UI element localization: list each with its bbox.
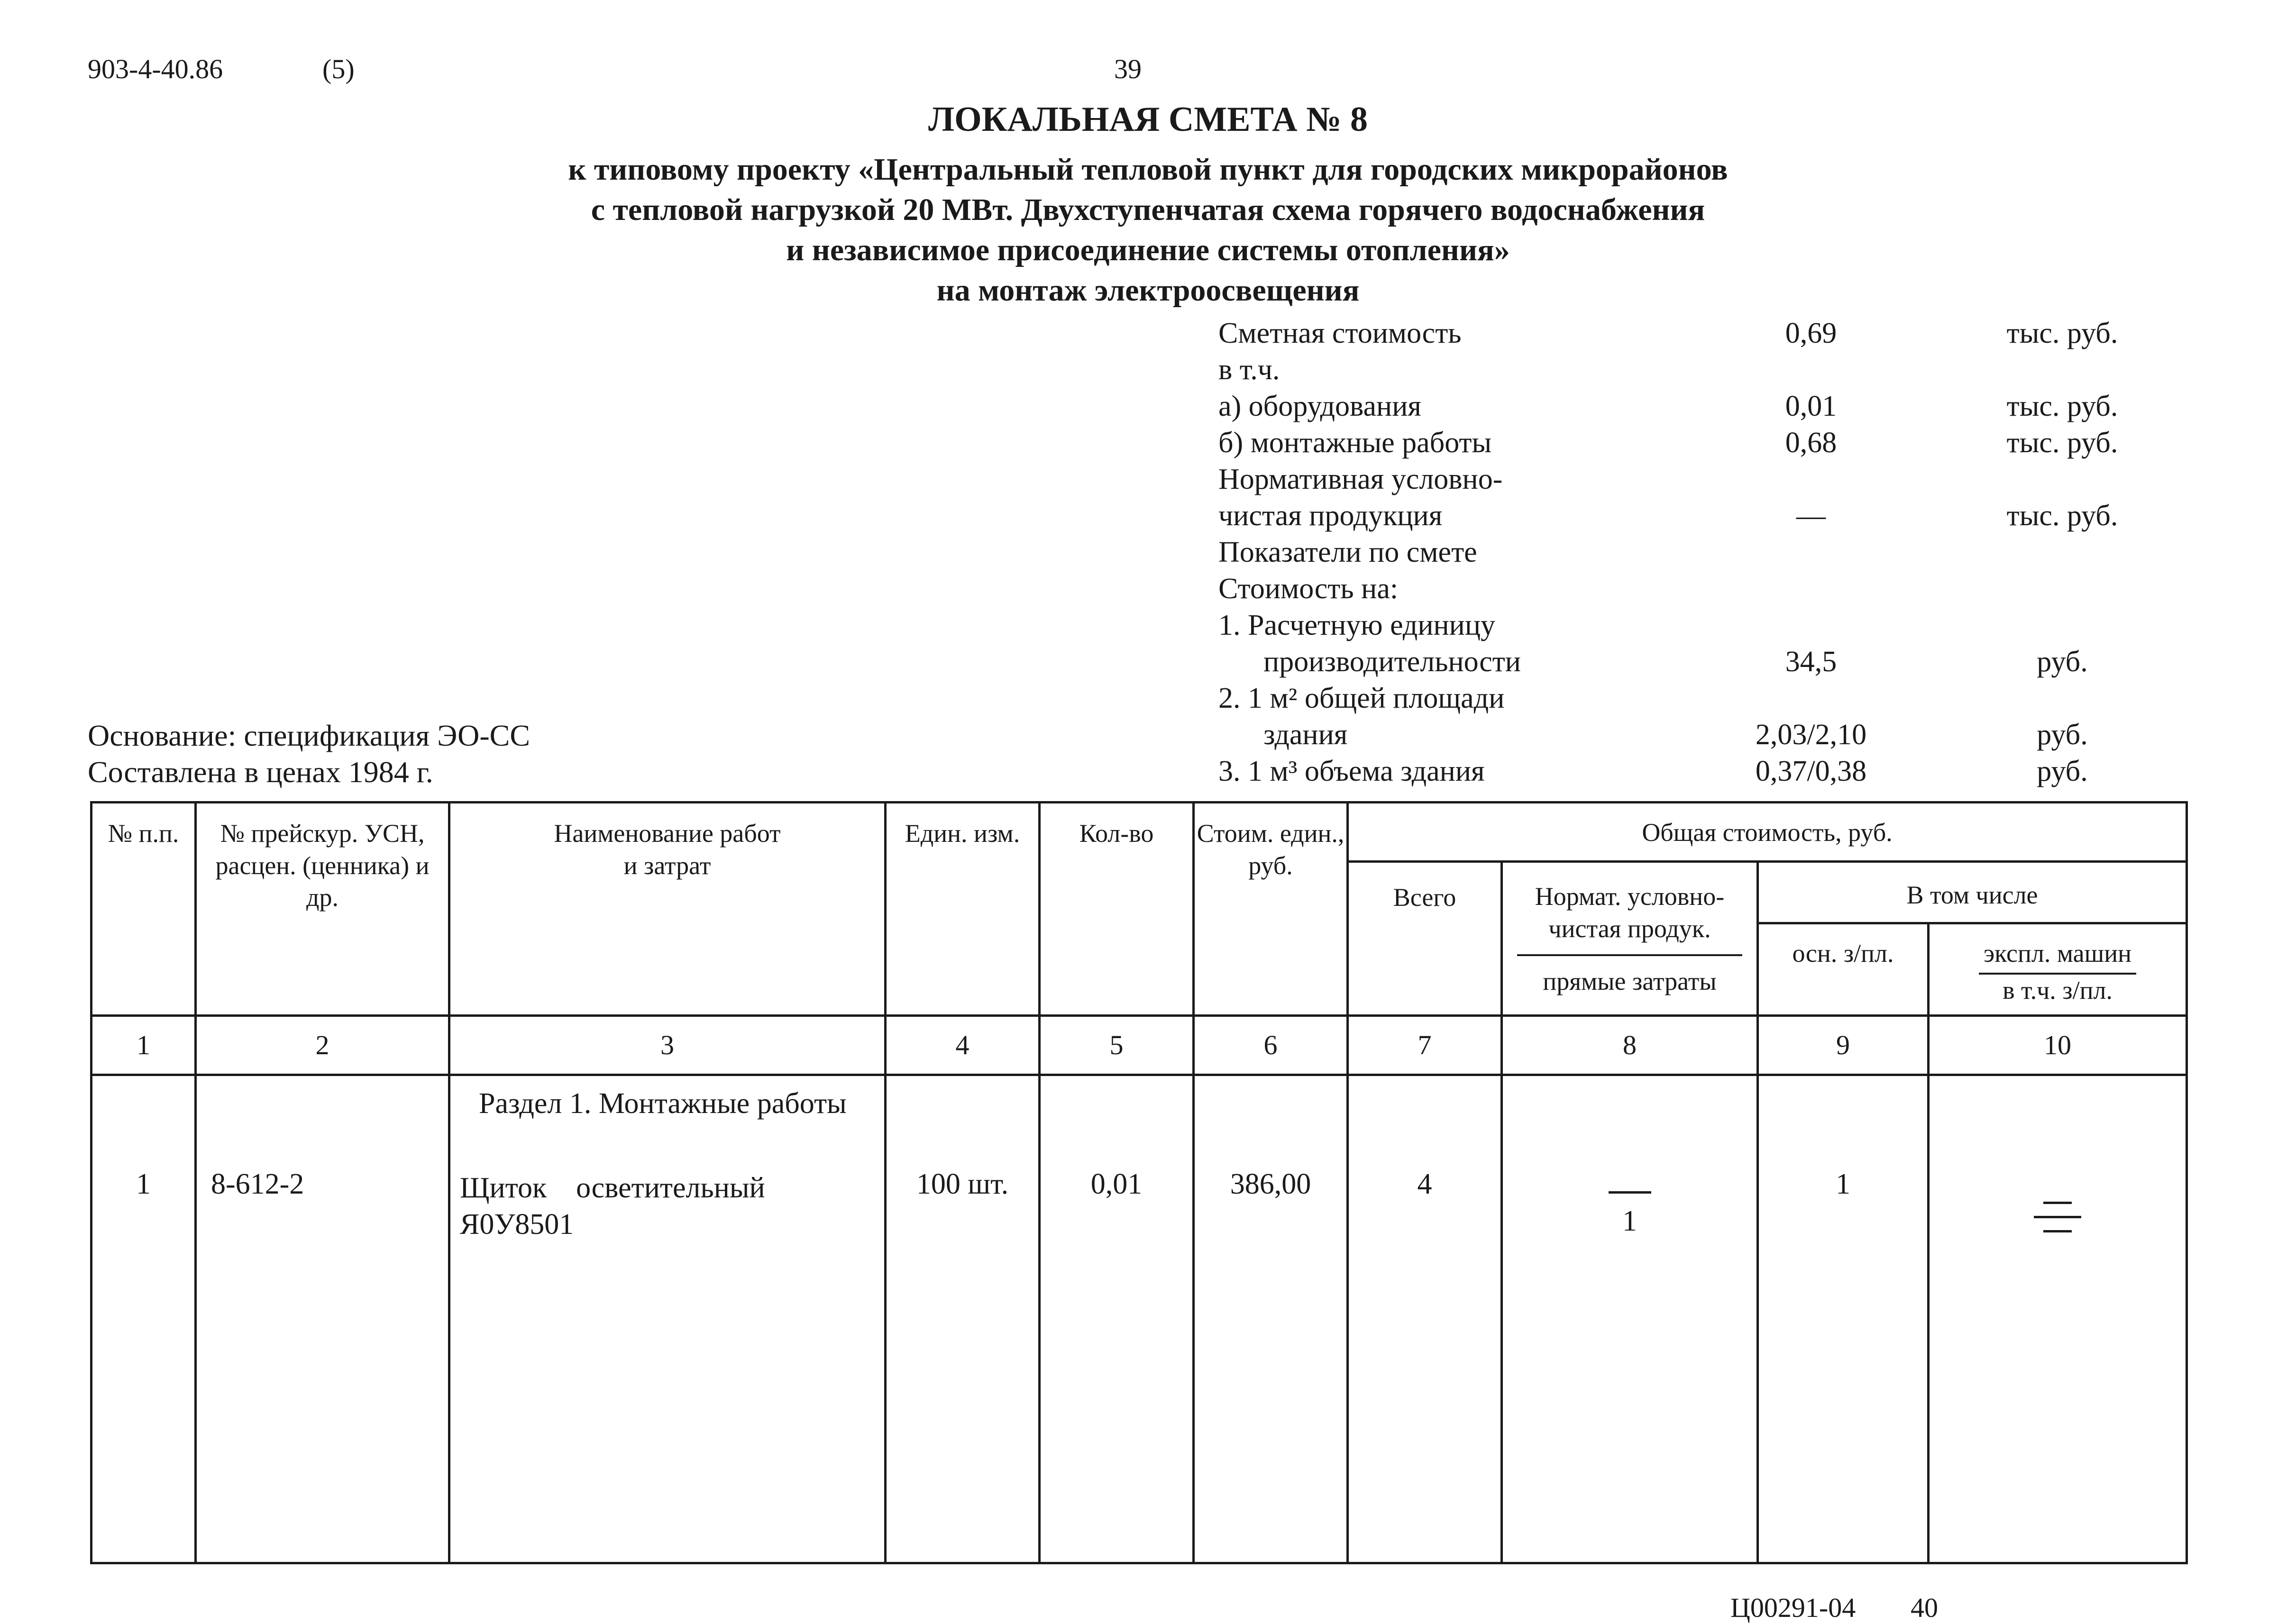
- column-number: 1: [91, 1016, 196, 1075]
- normative-label-line-2: чистая продукция: [1218, 500, 1443, 532]
- column-number: 2: [196, 1016, 449, 1075]
- row-unit-cost: 386,00: [1194, 1075, 1348, 1563]
- header-base-salary: осн. з/пл.: [1758, 923, 1929, 1016]
- indicator-3-value: 0,37/0,38: [1755, 755, 1867, 787]
- cost-on-label: Стоимость на:: [1218, 573, 1399, 605]
- section-title: Раздел 1. Монтажные работы: [479, 1087, 847, 1120]
- mounting-works-value: 0,68: [1785, 427, 1837, 459]
- equipment-value: 0,01: [1785, 390, 1837, 422]
- document-part: (5): [322, 54, 355, 84]
- footer-page-number: 40: [1911, 1592, 1938, 1623]
- header-price-code: № прейскур. УСН, расцен. (ценника) и др.: [196, 803, 449, 1016]
- header-row-number: № п.п.: [91, 803, 196, 1016]
- title-subtitle-line-3: и независимое присоединение системы отопления»: [786, 233, 1510, 267]
- row-unit: 100 шт.: [886, 1075, 1040, 1563]
- row-total: 4: [1348, 1075, 1502, 1563]
- indicator-2-label-line-2: здания: [1263, 719, 1348, 751]
- page-number: 39: [1114, 54, 1142, 84]
- row-price-code: 8-612-2: [196, 1075, 449, 1563]
- estimated-cost-label: Сметная стоимость: [1218, 317, 1462, 349]
- column-number: 5: [1040, 1016, 1194, 1075]
- column-number: 10: [1929, 1016, 2187, 1075]
- indicator-3-label: 3. 1 м³ объема здания: [1218, 755, 1485, 787]
- document-title: ЛОКАЛЬНАЯ СМЕТА № 8: [928, 100, 1368, 139]
- row-quantity: 0,01: [1040, 1075, 1194, 1563]
- estimated-cost-unit: тыс. руб.: [2006, 317, 2118, 349]
- header-normative-direct: [1502, 862, 1758, 1016]
- footer-code: Ц00291-04: [1730, 1592, 1856, 1623]
- column-number: 6: [1194, 1016, 1348, 1075]
- header-work-name-line-2: и затрат: [623, 851, 711, 880]
- column-number: 3: [449, 1016, 886, 1075]
- header-work-name-line-1: Наименование работ: [554, 819, 781, 848]
- header-total: Всего: [1348, 862, 1502, 1016]
- column-number: 8: [1502, 1016, 1758, 1075]
- indicator-2-value: 2,03/2,10: [1755, 719, 1867, 751]
- column-number: 4: [886, 1016, 1040, 1075]
- equipment-label: а) оборудования: [1218, 390, 1421, 422]
- prices-year-line: Составлена в ценах 1984 г.: [88, 755, 433, 789]
- including-label: в т.ч.: [1218, 354, 1280, 386]
- row-machines: [1929, 1075, 2187, 1563]
- basis-line: Основание: спецификация ЭО-СС: [88, 719, 531, 752]
- title-subtitle-line-1: к типовому проекту «Центральный тепловой пункт для городских микрорайонов: [568, 152, 1728, 187]
- row-normative-direct: [1502, 1075, 1758, 1563]
- machines-salary-dash: [2043, 1230, 2072, 1232]
- row-direct-costs: 1: [1622, 1204, 1637, 1237]
- title-subtitle-line-2: с тепловой нагрузкой 20 МВт. Двухступенчатая схема горячего водоснабжения: [591, 192, 1705, 227]
- column-number: 9: [1758, 1016, 1929, 1075]
- header-total-cost-group: Общая стоимость, руб.: [1348, 803, 2187, 862]
- row-number: 1: [91, 1075, 196, 1563]
- row-base-salary: 1: [1758, 1075, 1929, 1563]
- header-work-name: [449, 803, 886, 1016]
- normative-value: —: [1796, 500, 1826, 532]
- header-unit-cost: Стоим. един., руб.: [1194, 803, 1348, 1016]
- title-subtitle-line-4: на монтаж электроосвещения: [936, 273, 1360, 308]
- table-row: [91, 1075, 2187, 1563]
- indicator-1-unit: руб.: [2037, 646, 2088, 678]
- header-machines-salary: в т.ч. з/пл.: [2003, 976, 2113, 1004]
- document-code: 903-4-40.86: [88, 54, 223, 84]
- row-work-name-cell: [449, 1075, 886, 1563]
- estimated-cost-value: 0,69: [1785, 317, 1837, 349]
- header-direct-costs: прямые затраты: [1543, 967, 1717, 995]
- header-machines: [1929, 923, 2187, 1016]
- header-including-group: В том числе: [1758, 862, 2187, 923]
- normative-dash: [1609, 1177, 1651, 1194]
- header-normative-text: Нормат. условно-чистая продук.: [1517, 881, 1742, 956]
- normative-unit: тыс. руб.: [2006, 500, 2118, 532]
- header-unit: Един. изм.: [886, 803, 1040, 1016]
- row-work-name: Щиток осветительный Я0У8501: [460, 1171, 773, 1241]
- header-quantity: Кол-во: [1040, 803, 1194, 1016]
- indicators-label: Показатели по смете: [1218, 536, 1477, 568]
- indicator-2-label-line-1: 2. 1 м² общей площади: [1218, 682, 1505, 714]
- column-number: 7: [1348, 1016, 1502, 1075]
- normative-label-line-1: Нормативная условно-: [1218, 463, 1503, 495]
- indicator-2-unit: руб.: [2037, 719, 2088, 751]
- header-machines-text: экспл. машин: [1979, 938, 2136, 975]
- indicator-1-value: 34,5: [1785, 646, 1837, 678]
- mounting-works-unit: тыс. руб.: [2006, 427, 2118, 459]
- indicator-3-unit: руб.: [2037, 755, 2088, 787]
- mounting-works-label: б) монтажные работы: [1218, 427, 1492, 459]
- indicator-1-label-line-2: производительности: [1263, 646, 1521, 678]
- estimate-table: [90, 801, 2188, 1564]
- equipment-unit: тыс. руб.: [2006, 390, 2118, 422]
- indicator-1-label-line-1: 1. Расчетную единицу: [1218, 609, 1496, 641]
